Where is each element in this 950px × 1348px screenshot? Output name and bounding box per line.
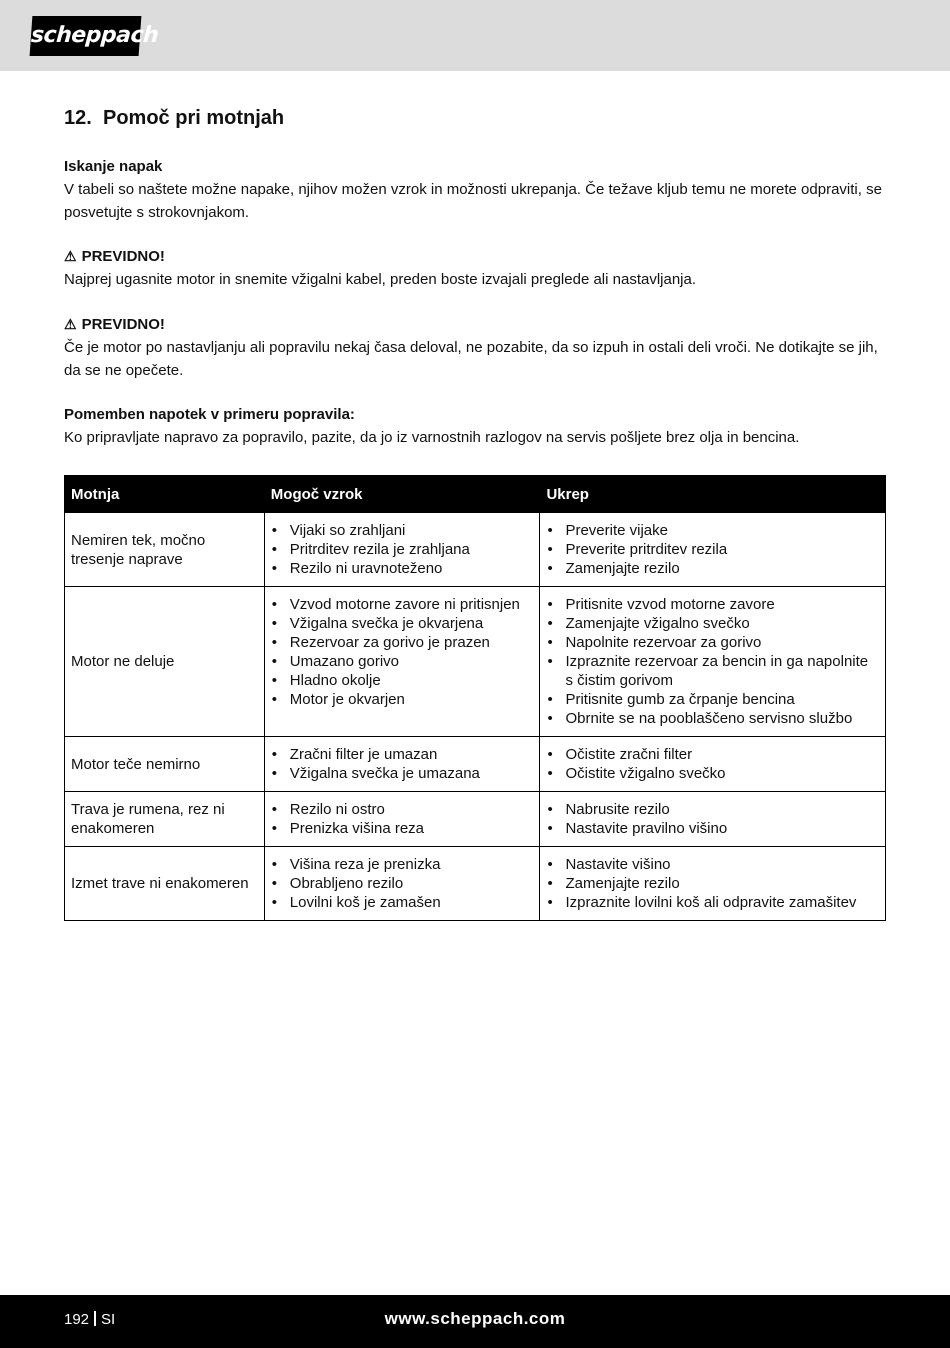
section-title <box>64 107 284 130</box>
action-cell <box>540 513 886 587</box>
action-cell <box>540 847 886 921</box>
list-item: • Vijaki so zrahljani <box>271 521 534 540</box>
cause-cell <box>264 513 540 587</box>
cause-cell <box>264 847 540 921</box>
column-header-fault: Motnja <box>65 476 265 513</box>
list-item: • Izpraznite lovilni koš ali odpravite zamašitev <box>546 893 879 912</box>
list-item: • Pritisnite gumb za črpanje bencina <box>546 690 879 709</box>
cause-cell <box>264 792 540 847</box>
cause-cell <box>264 737 540 792</box>
list-item: • Rezilo ni ostro <box>271 800 534 819</box>
list-item: • Očistite vžigalno svečko <box>546 764 879 783</box>
list-item: • Rezervoar za gorivo je prazen <box>271 633 534 652</box>
list-item: • Vzvod motorne zavore ni pritisnjen <box>271 595 534 614</box>
language-code: SI <box>101 1311 116 1328</box>
list-item: • Nastavite pravilno višino <box>546 819 879 838</box>
intro-text: V tabeli so naštete možne napake, njihov možen vzrok in možnosti ukrepanja. Če težave kljub temu ne morete odpraviti, se posvetujte s strokovnjakom. <box>64 181 882 221</box>
warning-block-1 <box>64 245 886 291</box>
list-item: • Hladno okolje <box>271 671 534 690</box>
list-item: • Motor je okvarjen <box>271 690 534 709</box>
column-header-action: Ukrep <box>540 476 886 513</box>
warning-block-2 <box>64 313 886 382</box>
list-item: • Pritrditev rezila je zrahljana <box>271 540 534 559</box>
repair-note-heading: Pomemben napotek v primeru popravila: <box>64 406 355 423</box>
repair-note-block <box>64 403 886 449</box>
list-item: • Višina reza je prenizka <box>271 855 534 874</box>
action-cell <box>540 737 886 792</box>
list-item: • Zamenjajte rezilo <box>546 559 879 578</box>
scheppach-logo: scheppach <box>30 16 142 56</box>
warning-text: Če je motor po nastavljanju ali popravilu nekaj časa deloval, ne pozabite, da so izpuh in ostali deli vroči. Ne dotikajte se jih, da se ne opečete. <box>64 339 878 379</box>
website-link[interactable]: www.scheppach.com <box>384 1309 566 1328</box>
fault-cell: Izmet trave ni enakomeren <box>65 847 265 921</box>
table-row <box>65 513 886 587</box>
column-header-cause: Mogoč vzrok <box>264 476 540 513</box>
list-item: • Obrnite se na pooblaščeno servisno službo <box>546 709 879 728</box>
table-row <box>65 792 886 847</box>
page-number: 192 <box>64 1311 90 1328</box>
list-item: • Zamenjajte vžigalno svečko <box>546 614 879 633</box>
list-item: • Očistite zračni filter <box>546 745 879 764</box>
warning-triangle-icon: ⚠ <box>64 316 77 332</box>
list-item: • Izpraznite rezervoar za bencin in ga napolnite s čistim gorivom <box>546 652 879 690</box>
intro-heading: Iskanje napak <box>64 158 163 175</box>
action-cell <box>540 792 886 847</box>
list-item: • Umazano gorivo <box>271 652 534 671</box>
troubleshooting-table <box>64 475 886 921</box>
list-item: • Preverite vijake <box>546 521 879 540</box>
warning-triangle-icon: ⚠ <box>64 248 77 264</box>
list-item: • Napolnite rezervoar za gorivo <box>546 633 879 652</box>
repair-note-text: Ko pripravljate napravo za popravilo, pazite, da jo iz varnostnih razlogov na servis pošljete brez olja in bencina. <box>64 429 800 446</box>
table-row <box>65 737 886 792</box>
warning-text: Najprej ugasnite motor in snemite vžigalni kabel, preden boste izvajali preglede ali nastavljanja. <box>64 271 697 288</box>
list-item: • Nabrusite rezilo <box>546 800 879 819</box>
action-cell <box>540 587 886 737</box>
list-item: • Zamenjajte rezilo <box>546 874 879 893</box>
fault-cell: Trava je rumena, rez ni enakomeren <box>65 792 265 847</box>
list-item: • Obrabljeno rezilo <box>271 874 534 893</box>
list-item: • Prenizka višina reza <box>271 819 534 838</box>
list-item: • Vžigalna svečka je okvarjena <box>271 614 534 633</box>
page-header <box>0 0 950 71</box>
list-item: • Lovilni koš je zamašen <box>271 893 534 912</box>
fault-cell: Motor teče nemirno <box>65 737 265 792</box>
list-item: • Nastavite višino <box>546 855 879 874</box>
cause-cell <box>264 587 540 737</box>
section-title-text: Pomoč pri motnjah <box>103 107 285 129</box>
warning-label: PREVIDNO! <box>81 316 165 333</box>
list-item: • Zračni filter je umazan <box>271 745 534 764</box>
fault-cell: Motor ne deluje <box>65 587 265 737</box>
table-row <box>65 847 886 921</box>
page-footer <box>0 1295 950 1348</box>
list-item: • Preverite pritrditev rezila <box>546 540 879 559</box>
table-row <box>65 587 886 737</box>
warning-label: PREVIDNO! <box>81 248 165 265</box>
list-item: • Rezilo ni uravnoteženo <box>271 559 534 578</box>
section-number: 12. <box>64 107 92 129</box>
list-item: • Pritisnite vzvod motorne zavore <box>546 595 879 614</box>
table-header-row <box>65 476 886 513</box>
fault-cell: Nemiren tek, močno tresenje naprave <box>65 513 265 587</box>
list-item: • Vžigalna svečka je umazana <box>271 764 534 783</box>
intro-block <box>64 155 886 224</box>
